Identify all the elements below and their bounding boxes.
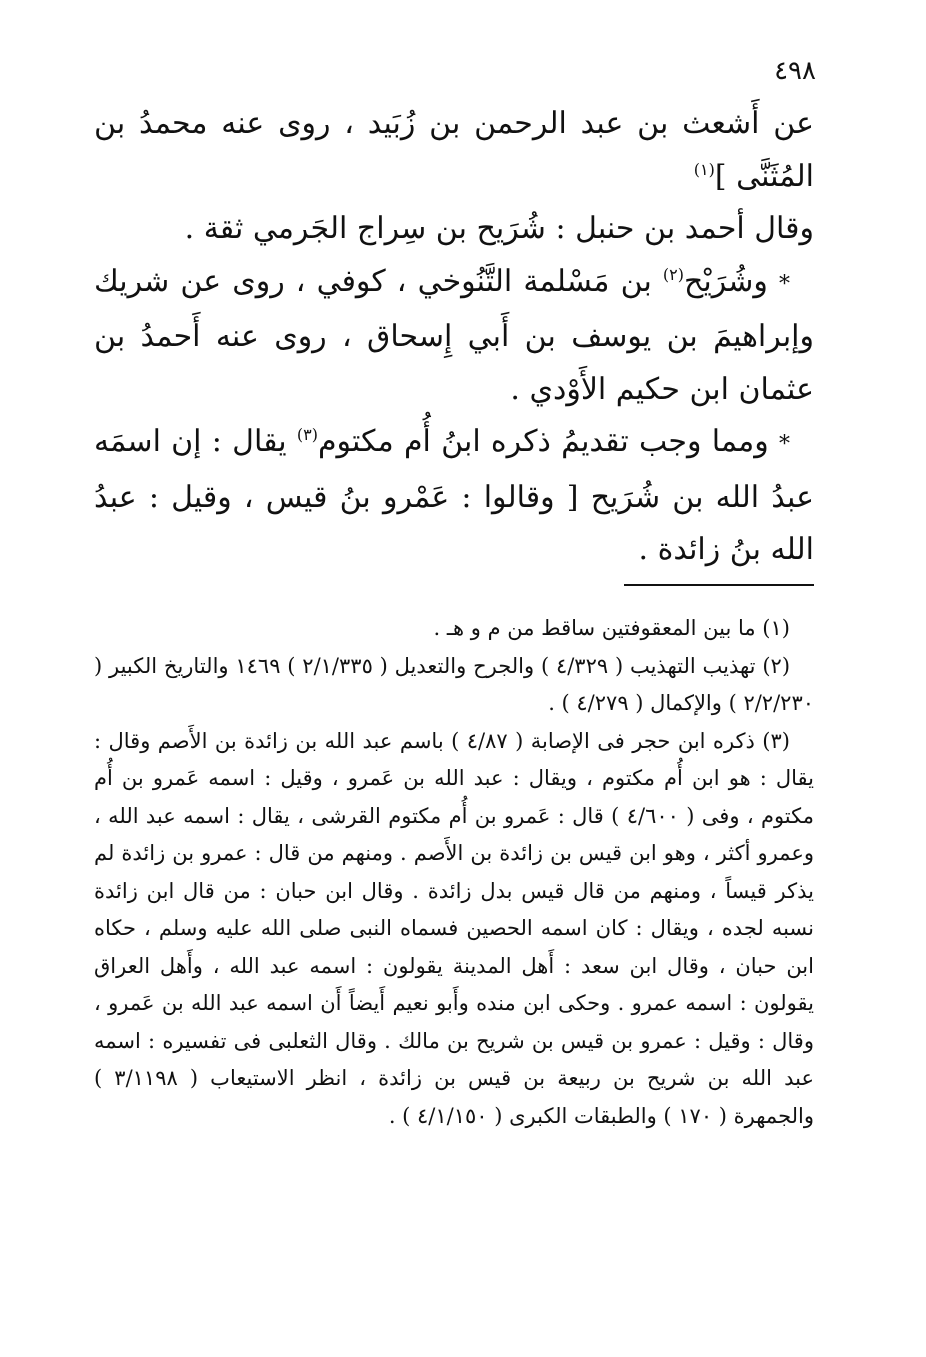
entry-headword: وشُرَيْح (683, 263, 768, 299)
footnote-3: (٣) ذكره ابن حجر فى الإصابة ( ٤/٨٧ ) باسم عبد الله بن زائدة بن الأَصم وقال : يقال : هو ابن أُم مكتوم ، ويقال : عبد الله بن عَمرو ، وقيل : اسمه عَمرو بن أُم مكتوم ، وفى ( ٤/٦٠٠ ) قال : عَمرو بن أُم مكتوم القرشى ، يقال : اسمه عبد الله ، وعمرو أكثر ، وهو ابن قيس بن زائدة بن الأَصم . ومنهم من قال : عمرو بن زائدة لم يذكر قيساً ، ومنهم من قال قيس بدل زائدة . وقال ابن حبان : من قال ابن زائدة نسبه لجده ، ويقال : كان اسمه الحصين فسماه النبى صلى الله عليه وسلم ، حكاه ابن حبان ، وقال ابن سعد : أَهل المدينة يقولون : اسمه عبد الله ، وأَهل العراق يقولون : اسمه عمرو . وحكى ابن منده وأَبو نعيم أَيضاً أَن اسمه عبد الله بن عَمرو ، وقال : وقيل : عمرو بن قيس بن شريح بن مالك . وقال الثعلبى فى تفسيره : اسمه عبد الله بن شريح بن ربيعة بن قيس بن زائدة ، انظر الاستيعاب ( ٣/١١٩٨ ) والجمهرة ( ١٧٠ ) والطبقات الكبرى ( ٤/١/١٥٠ ) . (94, 728, 814, 1128)
footnote-reference-3: (٣) (296, 425, 318, 444)
entry-text: يقال : إن اسمَه عبدُ الله بن شُرَيح [ وقالوا : عَمْرو بنُ قيس ، وقيل : عبدُ الله بنُ زائدة . (94, 424, 814, 567)
entry-star-marker: * (779, 432, 790, 457)
page-number: ٤٩٨ (774, 56, 816, 86)
footnote-separator-rule (624, 584, 814, 586)
footnotes (94, 610, 814, 1135)
entry-shurayh-ibn-maslama (94, 256, 814, 417)
main-text (94, 98, 814, 577)
footnote-reference-2: (٢) (662, 264, 684, 284)
entry-star-marker: * (779, 271, 790, 297)
main-paragraph-2 (94, 203, 814, 256)
footnote-1: (١) ما بين المعقوفتين ساقط من م و هـ . (433, 616, 790, 640)
entry-text: بن مَسْلمة التَّنُوخي ، كوفي ، روى عن شريك وإبراهيمَ بن يوسف بن أَبي إِسحاق ، روى عنه أَحمدُ بن عثمان ابن حكيم الأَوْدي . (94, 263, 814, 407)
footnote-reference-1: (١) (693, 159, 715, 179)
main-paragraph-text: عن أَشعث بن عبد الرحمن بن زُبَيد ، روى عنه محمدُ بن المُثَنَّى ] (94, 106, 814, 194)
entry-ibn-umm-maktum (94, 416, 814, 577)
main-paragraph-text: وقال أحمد بن حنبل : شُرَيح بن سِراج الجَرمي ثقة . (184, 211, 814, 246)
main-paragraph-1 (94, 98, 814, 203)
footnote-2: (٢) تهذيب التهذيب ( ٤/٣٢٩ ) والجرح والتعديل ( ٢/١/٣٣٥ ) ١٤٦٩ والتاريخ الكبير ( ٢/٢/٢٣٠ ) والإكمال ( ٤/٢٧٩ ) . (94, 653, 814, 715)
entry-headword: ومما وجب تقديمُ ذكره ابنُ أُم مكتوم (317, 424, 769, 459)
